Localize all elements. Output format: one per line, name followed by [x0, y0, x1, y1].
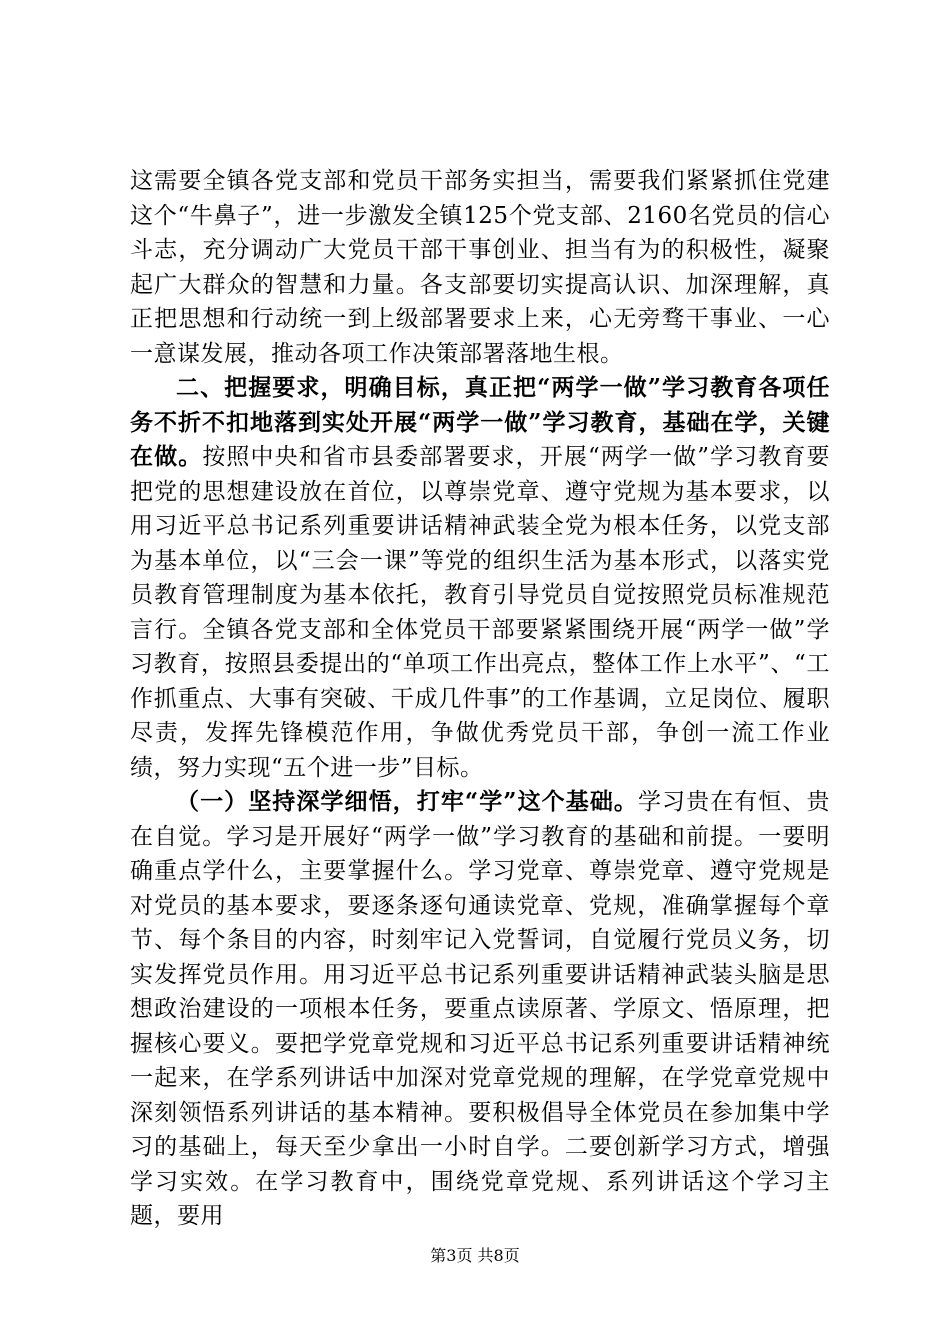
paragraph-2-text: 按照中央和省市县委部署要求，开展“两学一做”学习教育要把党的思想建设放在首位，以尊崇党章、遵守党规为基本要求，以用习近平总书记系列重要讲话精神武装全党为根本任务，以党支部为基本单位，以“三会一课”等党的组织生活为基本形式，以落实党员教育管理制度为基本依托，教育引导党员自觉按照党员标准规范言行。全镇各党支部和全体党员干部要紧紧围绕开展“两学一做”学习教育，按照县委提出的“单项工作出亮点，整体工作上水平”、“工作抓重点、大事有突破、干成几件事”的工作基调，立足岗位、履职尽责，发挥先锋模范作用，争做优秀党员干部，争创一流工作业绩，努力实现“五个进一步”目标。: [130, 444, 830, 781]
paragraph-3: [130, 785, 830, 1234]
paragraph-3-text: 学习贵在有恒、贵在自觉。学习是开展好“两学一做”学习教育的基础和前提。一要明确重点学什么，主要掌握什么。学习党章、尊崇党章、遵守党规是对党员的基本要求，要逐条逐句通读党章、党规，准确掌握每个章节、每个条目的内容，时刻牢记入党誓词，自觉履行党员义务，切实发挥党员作用。用习近平总书记系列重要讲话精神武装头脑是思想政治建设的一项根本任务，要重点读原著、学原文、悟原理，把握核心要义。要把学党章党规和习近平总书记系列重要讲话精神统一起来，在学系列讲话中加深对党章党规的理解，在学党章党规中深刻领悟系列讲话的基本精神。要积极倡导全体党员在参加集中学习的基础上，每天至少拿出一小时自学。二要创新学习方式，增强学习实效。在学习教育中，围绕党章党规、系列讲话这个学习主题，要用: [130, 789, 830, 1229]
document-body: [130, 164, 830, 1234]
paragraph-2: [130, 371, 830, 785]
page-footer: [0, 1246, 950, 1266]
section-heading-2: 二、把握要求，明确目标，真正把“两学一做”学习教育各项任务不折不扣地落到实处开展“两学一做”学习教育，基础在学，关键在做。: [130, 374, 830, 470]
paragraph-1: [130, 164, 830, 371]
subsection-heading-1: （一）坚持深学细悟，打牢“学”这个基础。: [176, 788, 638, 815]
page-number: 第3页 共8页: [430, 1246, 520, 1265]
paragraph-1-text: 这需要全镇各党支部和党员干部务实担当，需要我们紧紧抓住党建这个“牛鼻子”，进一步激发全镇125个党支部、2160名党员的信心斗志，充分调动广大党员干部干事创业、担当有为的积极性，凝聚起广大群众的智慧和力量。各支部要切实提高认识、加深理解，真正把思想和行动统一到上级部署要求上来，心无旁骛干事业、一心一意谋发展，推动各项工作决策部署落地生根。: [130, 168, 830, 367]
